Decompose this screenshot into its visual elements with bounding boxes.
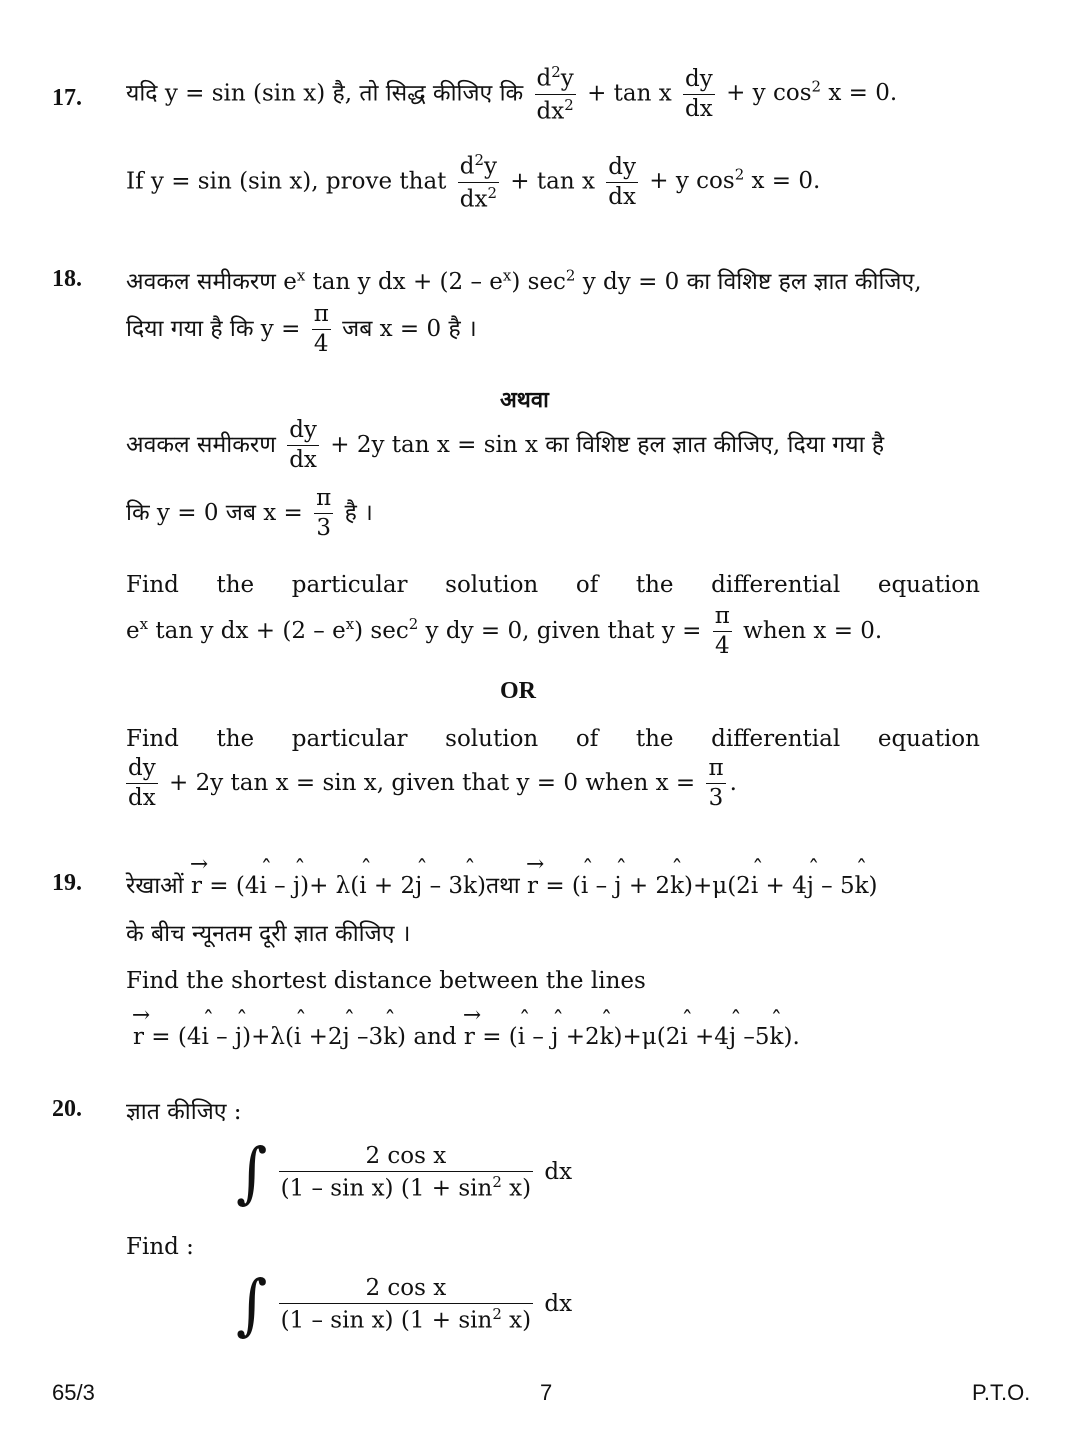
dy-dx-fraction: $\frac{dy}{dx}$ xyxy=(608,153,636,210)
athva-separator: अथवा xyxy=(500,388,549,413)
word: the xyxy=(216,726,255,752)
q18-hindi-text: + 2y tan x = sin x का विशिष्ट हल ज्ञात कीजिए, दिया गया है xyxy=(330,431,885,458)
word: the xyxy=(216,572,255,598)
q18-hindi-text: कि y = 0 जब x = xyxy=(126,499,303,526)
q20-hindi-prompt: ज्ञात कीजिए : xyxy=(126,1099,242,1125)
question-number-18: 18. xyxy=(52,266,82,292)
footer-pto: P.T.O. xyxy=(972,1380,1031,1405)
word: solution xyxy=(445,726,539,752)
q19-hindi-line-1: रेखाओं → r = (4ˆ i – ˆ j)+ λ(ˆ i + 2ˆ j – 3ˆ k)तथा → r = (ˆ i – ˆ j + 2ˆ k)+μ(2ˆ i + 4ˆ j – 5ˆ k) xyxy=(126,868,878,900)
footer-paper-code: 65/3 xyxy=(52,1380,95,1405)
dy-dx-fraction: $\frac{dy}{dx}$ xyxy=(685,65,713,122)
d2y-dx2-fraction: $\frac{d^2y}{dx^2}$ xyxy=(459,151,497,213)
dx-label: dx xyxy=(544,1291,573,1317)
q18-english-text: tan y dx + (2 – e xyxy=(148,617,346,644)
q19-english-line-1: Find the shortest distance between the lines xyxy=(126,968,646,994)
q20-english-prompt: Find : xyxy=(126,1234,194,1260)
q20-hindi-integral xyxy=(236,1134,573,1212)
or-separator: OR xyxy=(500,678,536,704)
word: equation xyxy=(877,726,980,752)
q18-english-text: ) sec xyxy=(354,617,409,644)
q18-hindi-text: tan y dx + (2 – e xyxy=(305,269,503,295)
word: particular xyxy=(291,572,408,598)
q20-english-integral xyxy=(236,1266,573,1344)
q18-english-text: + 2y tan x = sin x, given that y = 0 when x = xyxy=(169,769,696,796)
word: differential xyxy=(711,572,841,598)
word: Find xyxy=(126,572,179,598)
q18-hindi-text: दिया गया है कि y = xyxy=(126,315,301,342)
d2y-dx2-fraction: $\frac{d^2y}{dx^2}$ xyxy=(536,63,574,125)
q18-hindi-text: अवकल समीकरण e xyxy=(126,269,297,295)
q18-hindi-text: y dy = 0 का विशिष्ट हल ज्ञात कीजिए, xyxy=(575,269,922,295)
word: Find xyxy=(126,726,179,752)
q19-english-text: and xyxy=(413,1024,457,1050)
q19-hindi-text: तथा xyxy=(485,873,520,899)
q17-hindi-statement: यदि y = sin (sin x) है, तो सिद्ध कीजिए कि $\frac{d^2y}{dx^2}$ + tan x $\frac{dy}{dx}$ + y $\cos^2 x = 0$. xyxy=(126,63,898,125)
question-number-17: 17. xyxy=(52,85,82,111)
dy-dx-fraction: $\frac{dy}{dx}$ xyxy=(289,417,317,474)
q18-english-text: y dy = 0, given that y = xyxy=(418,617,702,644)
integral-sign-icon: ∫ xyxy=(236,1134,268,1212)
q18-english-line-2: $e^x$ tan y dx + $(2 - e^x)$ $\sec^2 y$ dy = 0, given that y = $\frac{\pi}{4}$ when x = 0. xyxy=(126,603,883,660)
q18-english-line-1 xyxy=(126,572,980,598)
word: the xyxy=(635,572,674,598)
q19-hindi-text: रेखाओं xyxy=(126,873,184,899)
q18-hindi-text: जब x = 0 है । xyxy=(342,315,477,342)
dy-dx-fraction: $\frac{dy}{dx}$ xyxy=(128,755,156,812)
q18-hindi-text: है । xyxy=(344,499,373,526)
q18-english-text: e xyxy=(126,617,140,644)
word: of xyxy=(575,572,599,598)
q18-hindi-text: ) sec xyxy=(511,269,566,295)
q17-english-statement: If y = sin (sin x), prove that $\frac{d^2y}{dx^2}$ + tan x $\frac{dy}{dx}$ + y $\cos^2 x = 0$. xyxy=(126,151,821,213)
q18-english-or-line-1 xyxy=(126,726,980,752)
question-number-19: 19. xyxy=(52,870,82,896)
q19-english-line-2: → r = (4ˆ i – ˆ j)+λ(ˆ i +2ˆ j –3ˆ k) and → r = (ˆ i – ˆ j +2ˆ k)+μ(2ˆ i +4ˆ j –5ˆ k). xyxy=(133,1024,800,1050)
q18-hindi-line-2 xyxy=(126,302,477,358)
integral-sign-icon: ∫ xyxy=(236,1266,268,1344)
pi-over-4-fraction: $\frac{\pi}{4}$ xyxy=(313,301,329,358)
dx-label: dx xyxy=(544,1159,573,1185)
q18-hindi-line-1: अवकल समीकरण $e^x$ tan y dx + $(2 - e^x)$ $\sec^2 y$ dy = 0 का विशिष्ट हल ज्ञात कीजिए, xyxy=(126,266,922,295)
q18-english-or-line-2: $\frac{dy}{dx}$ + 2y tan x = sin x, given that y = 0 when x = $\frac{\pi}{3}$ . xyxy=(128,755,737,812)
q18-hindi-text: अवकल समीकरण xyxy=(126,431,276,458)
q17-english-prefix: If y = sin (sin x), prove that xyxy=(126,168,447,195)
word: differential xyxy=(711,726,841,752)
integrand-fraction: $\frac{\text{2 cos x}}{(1 - \sin x) (1 + \sin^2 x)}$ xyxy=(280,1274,532,1334)
question-number-20: 20. xyxy=(52,1096,82,1122)
q19-hindi-line-2: के बीच न्यूनतम दूरी ज्ञात कीजिए । xyxy=(126,921,411,947)
pi-over-3-fraction: $\frac{\pi}{3}$ xyxy=(316,485,332,542)
integrand-fraction: $\frac{\text{2 cos x}}{(1 - \sin x) (1 + \sin^2 x)}$ xyxy=(280,1142,532,1202)
q18-hindi-or-line-2 xyxy=(126,486,373,542)
word: particular xyxy=(291,726,408,752)
q18-english-text: when x = 0. xyxy=(743,617,883,644)
footer-page-number: 7 xyxy=(540,1380,553,1405)
word: solution xyxy=(445,572,539,598)
word: the xyxy=(635,726,674,752)
word: equation xyxy=(877,572,980,598)
q17-hindi-prefix: यदि y = sin (sin x) है, तो सिद्ध कीजिए कि xyxy=(126,80,524,107)
q18-hindi-or-line-1 xyxy=(126,418,884,474)
pi-over-4-fraction: $\frac{\pi}{4}$ xyxy=(714,603,730,660)
word: of xyxy=(575,726,599,752)
pi-over-3-fraction: $\frac{\pi}{3}$ xyxy=(708,755,724,812)
